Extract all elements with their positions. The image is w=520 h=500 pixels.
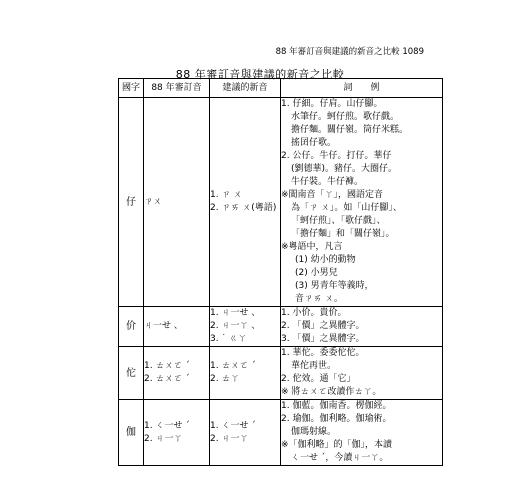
reading-line: 1. ㄑ一せ ˊ (144, 420, 190, 431)
example-line: 1. 伽藍。伽南香。楞伽經。 (281, 401, 392, 411)
char-cell: 佗 (119, 347, 144, 400)
examples-cell (281, 98, 443, 307)
char-cell: 仔 (119, 98, 144, 307)
reading-line: 2. ㄐ一ㄚ 、 (210, 321, 261, 331)
col-header-char: 國字 (119, 79, 144, 98)
example-line: 2. 公仔。牛仔。打仔。華仔 (281, 151, 392, 161)
comparison-table (118, 78, 443, 466)
reading-line: 1. ㄊㄨㄛ ˊ (210, 361, 256, 371)
reading-new-cell (210, 307, 281, 347)
table-header-row (119, 79, 443, 98)
example-line: 搖囝仔歌。 (291, 138, 337, 148)
reading-line: 1. ㄐ一せ 、 (210, 308, 261, 318)
reading-line: 2. ㄊㄨㄛ ˊ (144, 374, 190, 384)
reading-88-cell (144, 98, 210, 307)
example-line: 2. 「價」之異體字。 (281, 321, 365, 331)
reading-line: 1. ㄑ一せ ˊ (210, 420, 256, 431)
reading-line: 2. ㄗㄞ ㄨ(粵語) (210, 203, 277, 213)
example-line: 2. 佗效。通「它」 (281, 374, 356, 384)
reading-new-cell (210, 400, 281, 466)
example-line: 2. 瑜伽。伽利略。伽瑜術。 (281, 414, 392, 424)
example-line: ※ 將ㄊㄨㄛ改讀作ㄊㄚ。 (281, 387, 382, 397)
reading-88-cell (144, 307, 210, 347)
char-cell: 价 (119, 307, 144, 347)
reading-line: 3. ˙ ㄍㄚ (210, 334, 247, 344)
examples-cell (281, 347, 443, 400)
example-line: (3) 男青年等義時， (295, 281, 374, 291)
table-row (119, 98, 443, 307)
example-line: 3. 「價」之異體字。 (281, 334, 365, 344)
reading-new-cell (210, 98, 281, 307)
col-header-88-reading: 88 年審訂音 (144, 79, 210, 98)
table-body (119, 98, 443, 466)
examples-cell (281, 307, 443, 347)
example-line: 伽瑪射線。 (291, 427, 337, 437)
reading-line: 2. ㄐ一ㄚ (144, 433, 183, 444)
example-line: 1. 小价。貴价。 (281, 308, 347, 318)
example-line: 1. 仔細。仔肩。山仔腳。 (281, 99, 383, 109)
reading-line: 1. ㄊㄨㄛ ˊ (144, 361, 190, 371)
example-line: (劉德華)。豬仔。大圈仔。 (291, 164, 398, 174)
col-header-new-reading: 建議的新音 (210, 79, 281, 98)
reading-new-cell (210, 347, 281, 400)
example-line: 華佗再世。 (291, 361, 337, 371)
example-line: ※閩南音「ㄚ」，國語定音 (281, 190, 384, 200)
table-row (119, 347, 443, 400)
example-line: 音ㄗㄞ ㄨ。 (295, 294, 343, 304)
example-line: (1) 幼小的動物 (295, 255, 356, 265)
example-line: 擔仔麵。關仔嶺。筒仔米糕。 (291, 125, 409, 135)
example-line: 「擔仔麵」和「關仔嶺」。 (291, 229, 395, 239)
reading-88-cell (144, 400, 210, 466)
reading-88-cell (144, 347, 210, 400)
reading-line: 2. ㄊㄚ (210, 374, 240, 384)
table-row (119, 400, 443, 466)
example-line: 牛仔裝。牛仔褲。 (291, 177, 364, 187)
example-line: (2) 小男兒 (295, 268, 338, 278)
table-title: 88 年審訂音與建議的新音之比較 (175, 68, 345, 81)
reading-line: ㄗㄨ (144, 196, 163, 207)
reading-line: 2. ㄐ一ㄚ (210, 433, 249, 444)
reading-line: 1. ㄗ ㄨ (210, 190, 243, 200)
example-line: 「蚵仔煎」、「歌仔戲」、 (291, 216, 386, 226)
col-header-examples: 詞 例 (281, 79, 443, 98)
examples-cell (281, 400, 443, 466)
char-cell: 伽 (119, 400, 144, 466)
example-line: 水筆仔。蚵仔煎。歌仔戲。 (291, 112, 400, 122)
running-header: 88 年審訂音與建議的新音之比較 1089 (275, 47, 424, 57)
example-line: 為「ㄗ ㄨ」。如「山仔腳」、 (291, 203, 402, 213)
example-line: ※粵語中，凡言 (281, 242, 343, 252)
table-row (119, 307, 443, 347)
example-line: ㄑ一せ ˊ，今讀ㄐ一ㄚ。 (291, 453, 389, 463)
example-line: 1. 華佗。委委佗佗。 (281, 348, 365, 358)
reading-line: ㄐ一せ 、 (144, 321, 183, 331)
example-line: ※「伽利略」的「伽」，本讀 (281, 440, 393, 450)
